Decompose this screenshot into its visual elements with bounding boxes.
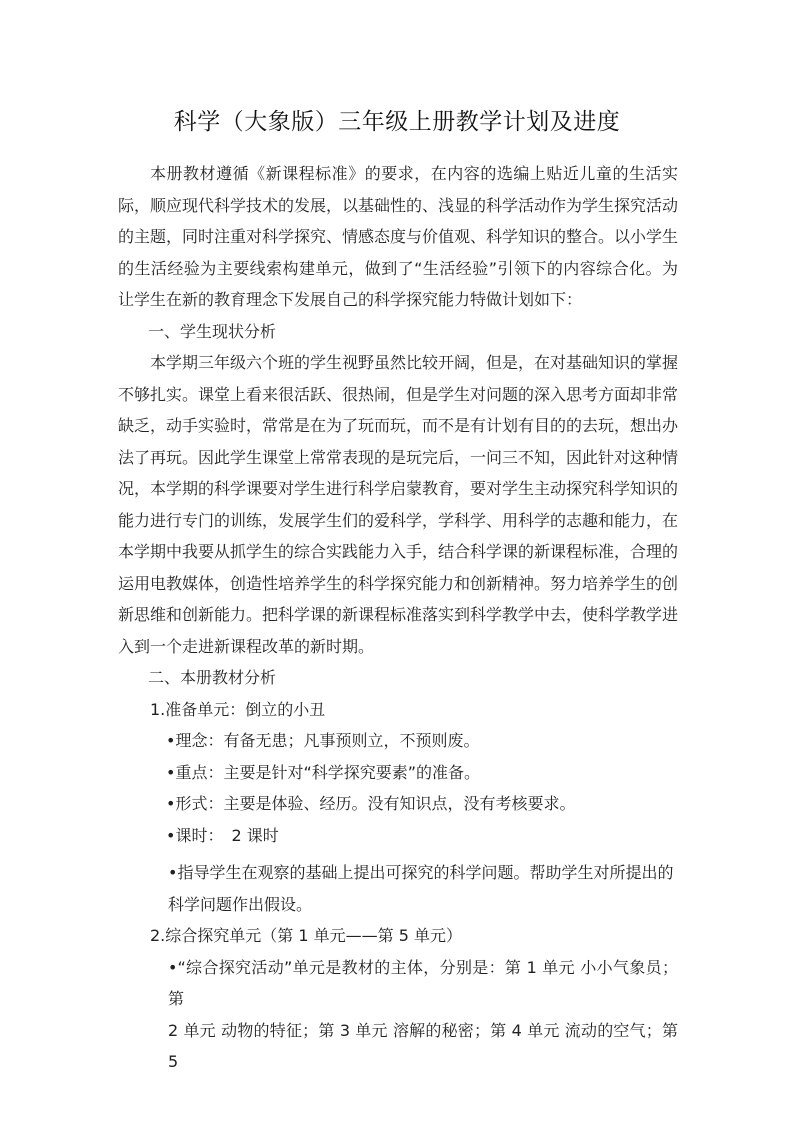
bullet-item: •重点：主要是针对“科学探究要素”的准备。	[166, 762, 481, 782]
unit-heading-preparation: 1.准备单元：倒立的小丑	[150, 699, 326, 719]
bullet-item: •课时： 2 课时	[166, 825, 279, 845]
bullet-line: 2 单元 动物的特征；第 3 单元 溶解的秘密；第 4 单元 流动的空气；第 5	[168, 1020, 678, 1071]
bullet-line: 科学问题作出假设。	[168, 894, 313, 914]
student-analysis-paragraph: 本学期三年级六个班的学生视野虽然比较开阔，但是，在对基础知识的掌握不够扎实。课堂上看来很活跃、很热闹，但是学生对问题的深入思考方面却非常缺乏，动手实验时，常常是在为了玩而玩，而不是有计划有目的的去玩，想出办法了再玩。因此学生课堂上常常表现的是玩完后，一问三不知，因此针对这种情况，本学期的科学课要对学生进行科学启蒙教育，要对学生主动探究科学知识的能力进行专门的训练，发展学生们的爱科学，学科学、用科学的志趣和能力，在本学期中我要从抓学生的综合实践能力入手，结合科学课的新课程标准，合理的运用电教媒体，创造性培养学生的科学探究能力和创新精神。努力培养学生的创新思维和创新能力。把科学课的新课程标准落实到科学教学中去，使科学教学进入到一个走进新课程改革的新时期。	[118, 353, 679, 656]
bullet-item-units	[118, 952, 678, 1078]
bullet-item: •形式：主要是体验、经历。没有知识点，没有考核要求。	[166, 794, 576, 813]
bullet-item-goal	[118, 857, 678, 920]
bullet-line: •“综合探究活动”单元是教材的主体，分别是：第 1 单元 小小气象员；第	[168, 957, 678, 1008]
intro-paragraph: 本册教材遵循《新课程标准》的要求，在内容的选编上贴近儿童的生活实际，顺应现代科学技术的发展，以基础性的、浅显的科学活动作为学生探究活动的主题，同时注重对科学探究、情感态度与价值观、科学知识的整合。以小学生的生活经验为主要线索构建单元，做到了“生活经验”引领下的内容综合化。为让学生在新的教育理念下发展自己的科学探究能力特做计划如下：	[118, 164, 679, 309]
page-title: 科学（大象版）三年级上册教学计划及进度	[173, 109, 621, 135]
unit-heading-comprehensive: 2.综合探究单元（第 1 单元——第 5 单元）	[150, 926, 462, 945]
bullet-item: •理念：有备无患；凡事预则立，不预则废。	[166, 731, 480, 750]
bullet-line: •指导学生在观察的基础上提出可探究的科学问题。帮助学生对所提出的	[168, 863, 674, 882]
section-heading-student-analysis: 一、学生现状分析	[148, 321, 277, 341]
section-heading-textbook-analysis: 二、本册教材分析	[148, 668, 277, 687]
document-body	[118, 158, 678, 1078]
